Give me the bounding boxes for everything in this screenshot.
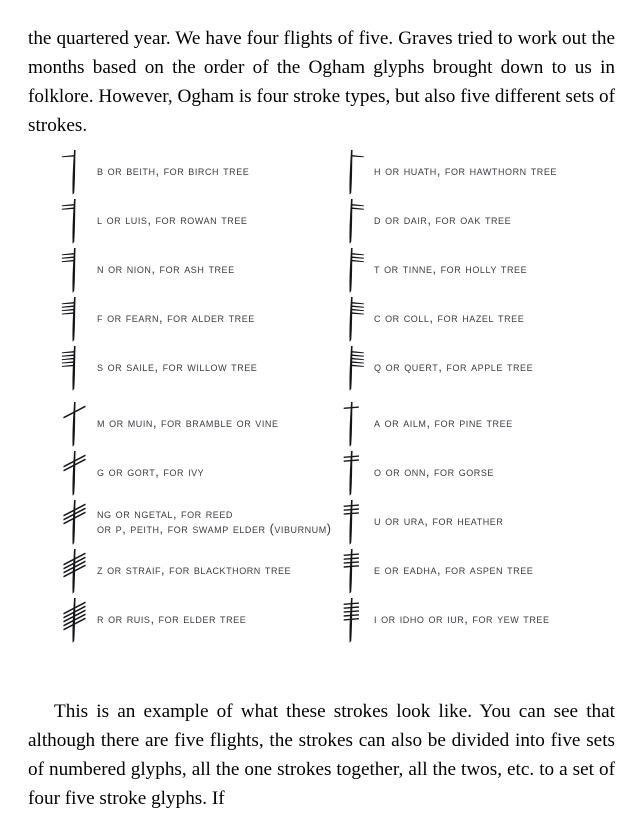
- glyph-label: [372, 262, 527, 278]
- closing-paragraph: [28, 698, 615, 813]
- ogham-glyph-icon: [55, 197, 95, 245]
- glyph-label: [372, 311, 524, 327]
- glyph-row: [55, 400, 279, 448]
- glyph-label: [95, 416, 279, 432]
- glyph-label-line: a or ailm, for pine tree: [374, 416, 513, 431]
- glyph-row: [55, 449, 204, 497]
- glyph-row: [55, 547, 291, 595]
- glyph-label: [372, 563, 533, 579]
- glyph-row: [55, 197, 247, 245]
- glyph-row: [55, 596, 246, 644]
- ogham-glyph-icon: [332, 449, 372, 497]
- ogham-glyph-icon: [332, 344, 372, 392]
- glyph-label: [95, 311, 255, 327]
- glyph-label: [95, 360, 257, 376]
- glyph-label-line: o or onn, for gorse: [374, 465, 494, 480]
- ogham-glyph-icon: [332, 400, 372, 448]
- ogham-glyph-icon: [55, 596, 95, 644]
- glyph-label: [372, 164, 557, 180]
- glyph-label: [372, 416, 513, 432]
- glyph-label: [95, 507, 332, 538]
- glyph-label-line: n or nion, for ash tree: [97, 262, 235, 277]
- ogham-glyph-icon: [55, 498, 95, 546]
- glyph-row: [332, 449, 494, 497]
- glyph-label-line: u or ura, for heather: [374, 514, 504, 529]
- glyph-label-line: b or beith, for birch tree: [97, 164, 250, 179]
- glyph-label-line: e or eadha, for aspen tree: [374, 563, 534, 578]
- glyph-label: [372, 213, 511, 229]
- glyph-label-line: ng or ngetal, for reed: [97, 506, 233, 521]
- glyph-row: [332, 596, 550, 644]
- paragraph-top-text: the quartered year. We have four flights of five. Graves tried to work out the months based on the order of the Ogham glyphs brought down to us in folklore. However, Ogham is four stroke types, but also five different sets of strokes.: [28, 28, 615, 136]
- glyph-row: [332, 498, 503, 546]
- glyph-label-line: z or straif, for blackthorn tree: [97, 563, 292, 578]
- glyph-row: [55, 344, 257, 392]
- glyph-row: [332, 295, 524, 343]
- glyph-label: [95, 164, 249, 180]
- glyph-label-line: r or ruis, for elder tree: [97, 612, 247, 627]
- paragraph-bottom-text: This is an example of what these strokes look like. You can see that although there are five flights, the strokes can also be divided into five sets of numbered glyphs, all the one strokes together, all the twos, etc. to a set of four five stroke glyphs. If: [28, 701, 615, 809]
- glyph-row: [55, 498, 332, 546]
- glyph-label: [95, 612, 246, 628]
- glyph-label-line: h or huath, for hawthorn tree: [374, 164, 557, 179]
- glyph-label: [372, 612, 550, 628]
- glyph-label-line: c or coll, for hazel tree: [374, 311, 525, 326]
- glyph-label-line-secondary: or p, peith, for swamp elder (viburnum): [97, 522, 332, 536]
- glyph-row: [332, 344, 533, 392]
- ogham-glyph-icon: [332, 295, 372, 343]
- glyph-label-line: s or saile, for willow tree: [97, 360, 258, 375]
- ogham-glyph-icon: [55, 449, 95, 497]
- ogham-glyph-icon: [55, 295, 95, 343]
- glyph-row: [332, 246, 527, 294]
- glyph-label: [372, 360, 533, 376]
- glyph-label-line: g or gort, for ivy: [97, 465, 205, 480]
- glyph-label-line: t or tinne, for holly tree: [374, 262, 528, 277]
- ogham-glyph-icon: [332, 596, 372, 644]
- glyph-row: [332, 547, 533, 595]
- ogham-glyph-icon: [332, 246, 372, 294]
- glyph-label-line: i or idho or iur, for yew tree: [374, 612, 550, 627]
- glyph-row: [55, 246, 235, 294]
- glyph-label-line: f or fearn, for alder tree: [97, 311, 255, 326]
- glyph-row: [55, 148, 249, 196]
- glyph-label: [372, 465, 494, 481]
- ogham-glyph-icon: [55, 547, 95, 595]
- glyph-label: [95, 563, 291, 579]
- glyph-label-line: q or quert, for apple tree: [374, 360, 534, 375]
- glyph-label: [95, 213, 247, 229]
- glyph-label: [95, 262, 235, 278]
- glyph-row: [332, 400, 513, 448]
- glyph-label: [372, 514, 503, 530]
- glyph-label-line: d or dair, for oak tree: [374, 213, 512, 228]
- glyph-label-line: m or muin, for bramble or vine: [97, 416, 279, 431]
- glyph-row: [332, 197, 511, 245]
- ogham-glyph-icon: [55, 148, 95, 196]
- ogham-glyph-icon: [55, 400, 95, 448]
- glyph-label-line: l or luis, for rowan tree: [97, 213, 248, 228]
- glyph-row: [55, 295, 255, 343]
- ogham-glyph-table: [0, 148, 643, 648]
- ogham-glyph-icon: [332, 148, 372, 196]
- ogham-glyph-icon: [332, 197, 372, 245]
- ogham-glyph-icon: [55, 246, 95, 294]
- glyph-label: [95, 465, 204, 481]
- ogham-glyph-icon: [332, 498, 372, 546]
- intro-paragraph: [28, 25, 615, 140]
- glyph-row: [332, 148, 557, 196]
- ogham-glyph-icon: [332, 547, 372, 595]
- ogham-glyph-icon: [55, 344, 95, 392]
